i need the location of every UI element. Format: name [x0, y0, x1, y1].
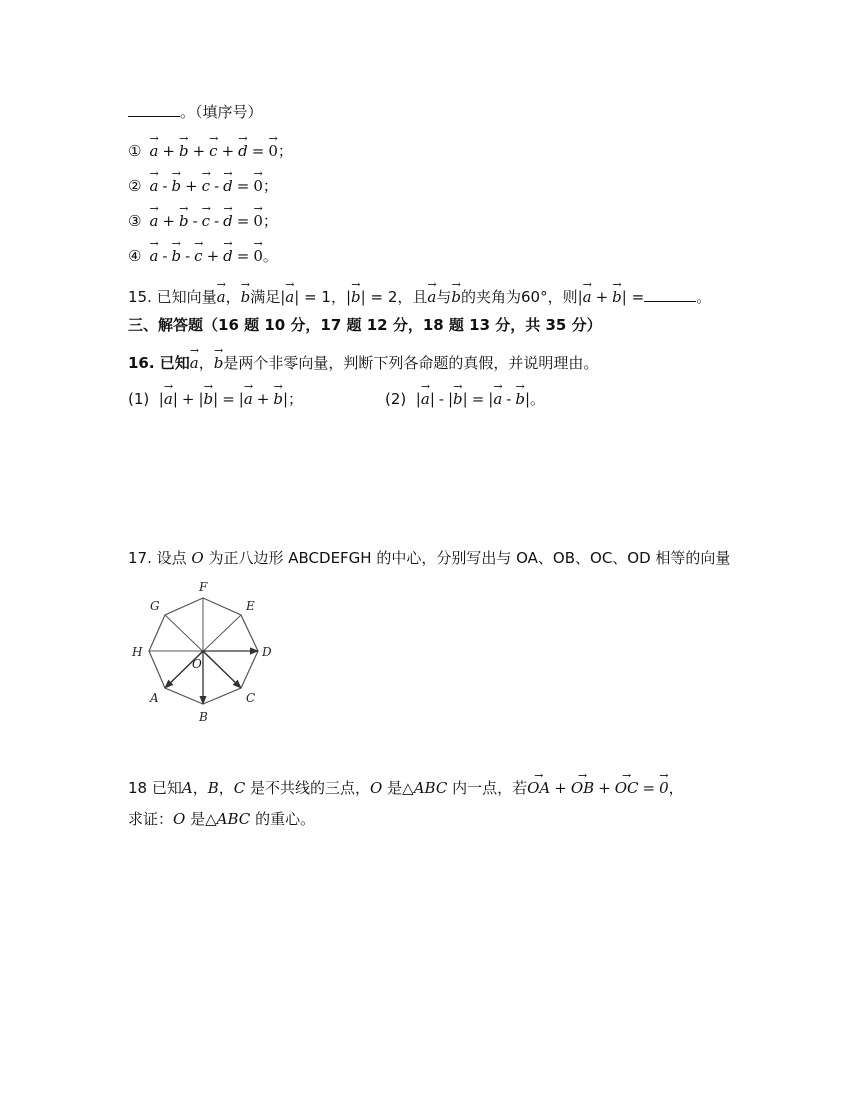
- q17-text: 17. 设点 O 为正八边形 ABCDEFGH 的中心，分别写出与 OA、OB、OC、OD 相等的向量: [128, 549, 731, 567]
- label-h: H: [132, 645, 143, 659]
- vector-oc: [203, 651, 241, 688]
- label-a: A: [150, 691, 159, 705]
- label-c: C: [246, 691, 256, 705]
- q14-option-2: ②→ a -→ b +→ c -→ d =→ 0；: [128, 172, 278, 196]
- section-heading: 三、解答题（16 题 10 分，17 题 12 分，18 题 13 分，共 35 分）: [128, 316, 602, 334]
- label-f: F: [199, 580, 208, 594]
- q16-text: 16. 已知→ a，→ b是两个非零向量，判断下列各命题的真假，并说明理由。: [128, 349, 598, 373]
- q16-statement-1: (1) |→ a| + |→ b| = |→ a +→ b|；: [128, 385, 303, 409]
- q14-option-3: ③→ a +→ b -→ c -→ d =→ 0；: [128, 207, 278, 231]
- q14-option-4: ④→ a -→ b -→ c +→ d =→ 0。: [128, 242, 278, 266]
- label-o: O: [192, 657, 202, 671]
- label-e: E: [246, 599, 255, 613]
- q18-text-line2: 求证：O 是△ABC 的重心。: [128, 810, 316, 828]
- q14-tail: 。（填序号）: [128, 102, 263, 122]
- q15-text: 15. 已知向量→ a，→ b满足|→ a| = 1，|→ b| = 2，且→ a与→ b的夹角为60°，则|→ a +→ b| = 。: [128, 283, 711, 307]
- octagon-figure: [128, 578, 288, 728]
- label-g: G: [150, 599, 160, 613]
- q14-option-1: ①→ a +→ b +→ c +→ d =→ 0；: [128, 137, 293, 161]
- q18-text-line1: 18 已知A，B，C 是不共线的三点，O 是△ABC 内一点，若→ OA +→ OB +→ OC =→ 0，: [128, 774, 684, 798]
- label-d: D: [262, 645, 272, 659]
- answer-blank: [644, 287, 696, 302]
- label-b: B: [199, 710, 208, 724]
- answer-blank: [128, 102, 180, 117]
- q16-statement-2: (2) |→ a| - |→ b| = |→ a -→ b|。: [385, 385, 545, 409]
